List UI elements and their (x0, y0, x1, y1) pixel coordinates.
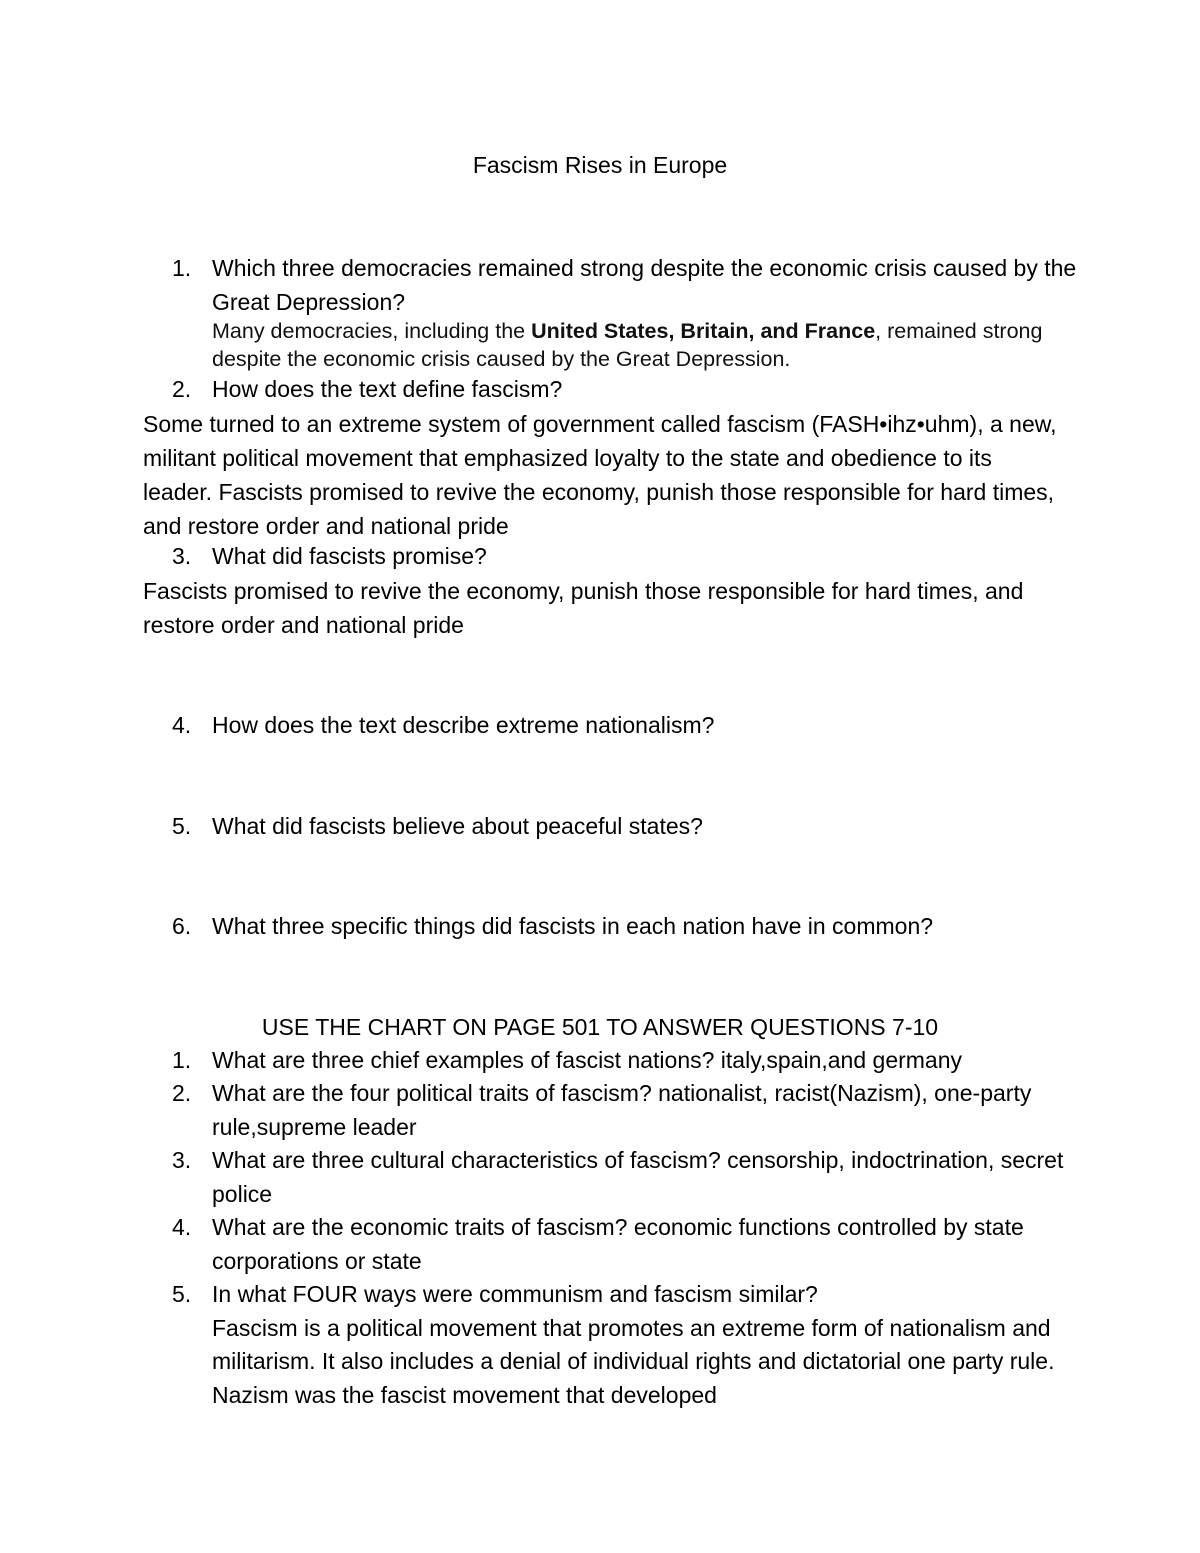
question-text: What are three cultural characteristics of fascism? censorship, indoctrination, secret police (212, 1147, 1064, 1207)
question-text: How does the text define fascism? (212, 376, 563, 402)
question-number: 5. (172, 813, 192, 839)
question-2 (172, 373, 1092, 407)
answer-3-text: Fascists promised to revive the economy, punish those responsible for hard times, and restore order and national pride (143, 578, 1024, 638)
chart-question-5 (172, 1278, 1092, 1412)
question-text: In what FOUR ways were communism and fascism similar? (212, 1281, 818, 1307)
page-title: Fascism Rises in Europe (472, 152, 728, 178)
question-3 (172, 540, 1092, 574)
answer-text (212, 317, 1092, 373)
question-text: What are the economic traits of fascism? economic functions controlled by state corporations or state (212, 1214, 1024, 1274)
answer-text-part: Many democracies, including the (212, 319, 532, 343)
question-number: 3. (172, 1147, 192, 1173)
question-number: 5. (172, 1281, 192, 1307)
chart-question-4 (172, 1211, 1092, 1278)
question-text: What did fascists believe about peaceful states? (212, 813, 703, 839)
question-4 (172, 709, 1092, 743)
question-number: 2. (172, 1080, 192, 1106)
question-number: 6. (172, 913, 192, 939)
question-text: What three specific things did fascists in each nation have in common? (212, 913, 934, 939)
chart-question-3 (172, 1144, 1092, 1211)
answer-bold-text: United States, Britain, and France (531, 319, 876, 343)
question-6 (172, 910, 1092, 944)
answer-text: Fascism is a political movement that promotes an extreme form of nationalism and militarism. It also includes a denial of individual rights and dictatorial one party rule. Nazism was the fascist movement that developed (212, 1314, 1055, 1408)
chart-heading: USE THE CHART ON PAGE 501 TO ANSWER QUESTIONS 7-10 (261, 1014, 939, 1040)
answer-2-text: Some turned to an extreme system of government called fascism (FASH•ihz•uhm), a new, militant political movement that emphasized loyalty to the state and obedience to its leader. Fascists promised to revive the economy, punish those responsible for hard times, and restore order and national pride (143, 411, 1057, 539)
question-number: 4. (172, 712, 192, 738)
question-text: How does the text describe extreme nationalism? (212, 712, 715, 738)
chart-question-2 (172, 1077, 1092, 1144)
question-number: 3. (172, 543, 192, 569)
question-number: 2. (172, 376, 192, 402)
answer-text-part: , remained strong despite the economic crisis caused by the Great Depression. (212, 319, 1043, 371)
question-1 (172, 252, 1092, 373)
question-number: 1. (172, 255, 192, 281)
question-number: 1. (172, 1047, 192, 1073)
question-text: What did fascists promise? (212, 543, 487, 569)
question-text: What are the four political traits of fascism? nationalist, racist(Nazism), one-party rule,supreme leader (212, 1080, 1032, 1140)
question-5 (172, 810, 1092, 844)
chart-question-1 (172, 1044, 1092, 1078)
question-number: 4. (172, 1214, 192, 1240)
question-text: Which three democracies remained strong despite the economic crisis caused by the Great Depression? (212, 255, 1077, 315)
question-text: What are three chief examples of fascist nations? italy,spain,and germany (212, 1047, 963, 1073)
